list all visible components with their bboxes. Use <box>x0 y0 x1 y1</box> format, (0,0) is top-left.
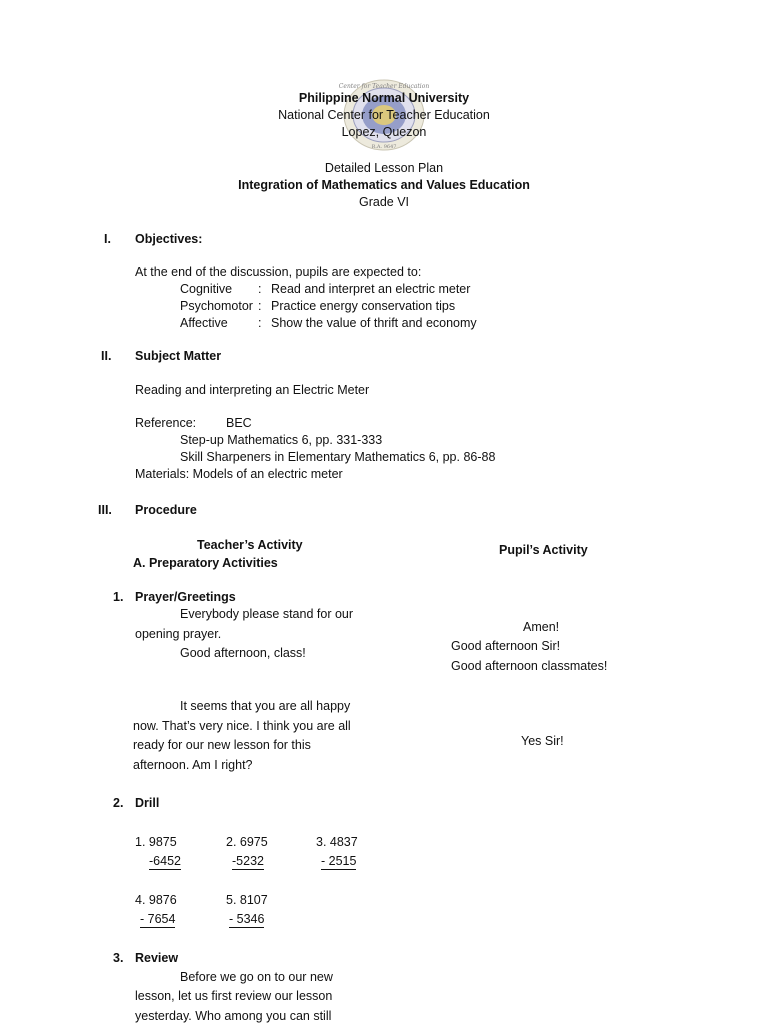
document-title: Integration of Mathematics and Values Education <box>238 178 530 192</box>
teacher-line: Everybody please stand for our <box>180 607 354 621</box>
activity-heading-prayer: Prayer/Greetings <box>135 590 236 604</box>
activity-number: 3. <box>113 951 124 965</box>
drill-problem-top: 2. 6975 <box>226 835 268 849</box>
drill-problem-bottom: -6452 <box>149 854 181 868</box>
objective-text: Practice energy conservation tips <box>271 299 456 313</box>
teacher-line: opening prayer. <box>135 627 222 641</box>
pupil-line: Good afternoon classmates! <box>451 659 608 673</box>
svg-text:R.A. 9647: R.A. 9647 <box>371 144 397 150</box>
section-heading-objectives: Objectives: <box>135 232 203 246</box>
section-numeral-procedure: III. <box>98 503 112 517</box>
objective-domain: Affective <box>180 316 228 330</box>
grade-level: Grade VI <box>358 195 410 209</box>
drill-problem-top: 5. 8107 <box>226 893 268 907</box>
section-heading-procedure: Procedure <box>135 503 197 517</box>
teacher-line: Good afternoon, class! <box>180 646 306 660</box>
reference-item: Skill Sharpeners in Elementary Mathematics 6, pp. 86-88 <box>180 450 496 464</box>
document-type: Detailed Lesson Plan <box>324 161 444 175</box>
drill-problem-bottom: -5232 <box>232 854 264 868</box>
objectives-intro: At the end of the discussion, pupils are expected to: <box>135 265 422 279</box>
teacher-column-heading: Teacher’s Activity <box>197 538 303 552</box>
teacher-line: lesson, let us first review our lesson <box>135 989 333 1003</box>
svg-text:Center for Teacher Education: Center for Teacher Education <box>338 83 430 90</box>
teacher-line: It seems that you are all happy <box>180 699 351 713</box>
pupil-line: Amen! <box>523 620 560 634</box>
location: Lopez, Quezon <box>341 125 427 139</box>
teacher-line: ready for our new lesson for this <box>133 738 311 752</box>
objective-text: Show the value of thrift and economy <box>271 316 477 330</box>
activity-heading-drill: Drill <box>135 796 160 810</box>
teacher-line: afternoon. Am I right? <box>133 758 253 772</box>
objective-domain: Cognitive <box>180 282 233 296</box>
pupil-column-heading: Pupil’s Activity <box>499 543 588 557</box>
pupil-line: Yes Sir! <box>521 734 564 748</box>
section-numeral-objectives: I. <box>104 232 111 246</box>
center-name: National Center for Teacher Education <box>278 108 490 122</box>
activity-heading-review: Review <box>135 951 179 965</box>
materials: Materials: Models of an electric meter <box>135 467 343 481</box>
reference-label: Reference: <box>135 416 197 430</box>
reference-item: Step-up Mathematics 6, pp. 331-333 <box>180 433 383 447</box>
objective-text: Read and interpret an electric meter <box>271 282 471 296</box>
drill-problem-bottom: - 5346 <box>229 912 265 926</box>
objective-colon: : <box>258 316 262 330</box>
drill-problem-top: 3. 4837 <box>316 835 358 849</box>
university-name: Philippine Normal University <box>298 91 470 105</box>
drill-problem-top: 1. 9875 <box>135 835 177 849</box>
drill-problem-bottom: - 2515 <box>321 854 357 868</box>
preparatory-activities-heading: A. Preparatory Activities <box>133 556 278 570</box>
drill-problem-top: 4. 9876 <box>135 893 177 907</box>
subject-topic: Reading and interpreting an Electric Meter <box>135 383 370 397</box>
pupil-line: Good afternoon Sir! <box>451 639 561 653</box>
drill-problem-bottom: - 7654 <box>140 912 176 926</box>
teacher-line: Before we go on to our new <box>180 970 333 984</box>
activity-number: 2. <box>113 796 124 810</box>
objective-domain: Psychomotor <box>180 299 253 313</box>
section-numeral-subject: II. <box>101 349 112 363</box>
objective-colon: : <box>258 299 262 313</box>
teacher-line: now. That’s very nice. I think you are all <box>133 719 351 733</box>
reference-main: BEC <box>226 416 252 430</box>
section-heading-subject: Subject Matter <box>135 349 222 363</box>
objective-colon: : <box>258 282 262 296</box>
activity-number: 1. <box>113 590 124 604</box>
teacher-line: yesterday. Who among you can still <box>135 1009 332 1023</box>
